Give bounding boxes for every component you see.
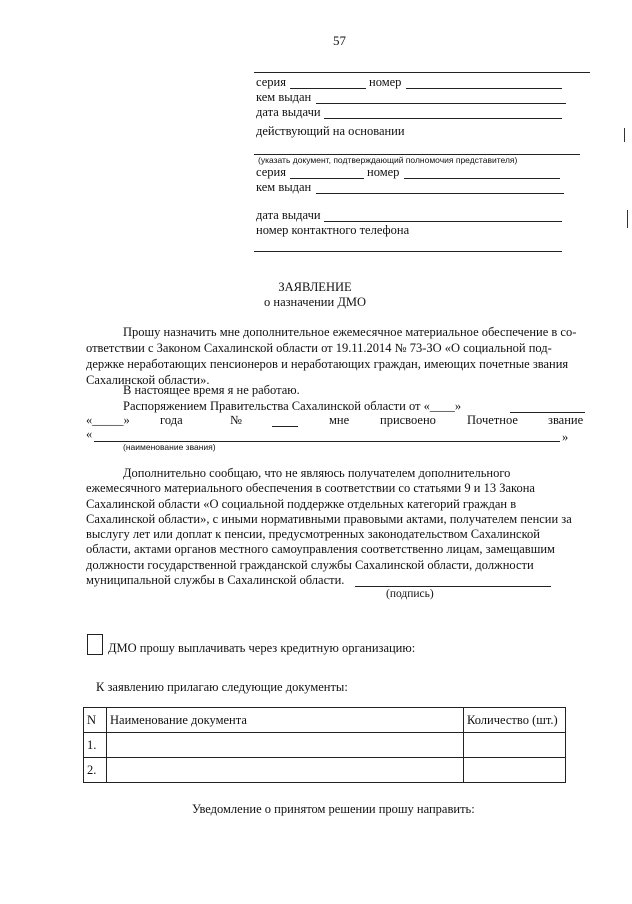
- table-header-row: [84, 708, 566, 733]
- payment-checkbox[interactable]: [87, 634, 103, 655]
- quantity-cell[interactable]: [464, 758, 566, 783]
- additional-line-7: должности государственной гражданской службы Сахалинской области, должности: [86, 557, 534, 572]
- attachments-intro: К заявлению прилагаю следующие документы:: [96, 680, 348, 694]
- additional-line-8: муниципальной службы в Сахалинской области.: [86, 573, 345, 588]
- additional-line-1: Дополнительно сообщаю, что не являюсь получателем дополнительного: [123, 466, 511, 480]
- row-number: 2.: [84, 758, 107, 783]
- quantity-cell[interactable]: [464, 733, 566, 758]
- row-number: 1.: [84, 733, 107, 758]
- document-title: ЗАЯВЛЕНИЕ: [278, 280, 352, 294]
- document-name-cell[interactable]: [107, 758, 464, 783]
- series-field-2[interactable]: [290, 178, 364, 179]
- decree-day-month: «_____»: [86, 413, 130, 427]
- quote-open: «: [86, 427, 93, 441]
- additional-paragraph: [86, 466, 585, 588]
- documents-table: [83, 707, 566, 783]
- issue-date-label-2: дата выдачи: [256, 208, 321, 222]
- decree-number-label: №: [230, 413, 242, 427]
- request-line-2: ответствии с Законом Сахалинской области от 19.11.2014 № 73-ЗО «О социальной под-: [86, 341, 552, 355]
- phone-label: номер контактного телефона: [256, 223, 410, 237]
- additional-line-3: Сахалинской области «О социальной поддержке отдельных категорий граждан в: [86, 496, 517, 511]
- request-line-4: Сахалинской области».: [86, 373, 210, 387]
- document-subtitle: о назначении ДМО: [264, 295, 366, 309]
- header-top-rule: [254, 72, 590, 73]
- issued-by-label-2: кем выдан: [256, 180, 312, 194]
- issue-date-field[interactable]: [324, 118, 562, 119]
- title-name-note: (наименование звания): [123, 442, 216, 452]
- series-field[interactable]: [290, 88, 366, 89]
- decree-number-field[interactable]: [272, 426, 298, 427]
- column-header-document: Наименование документа: [107, 708, 464, 733]
- scan-edge-mark-mid: [627, 210, 628, 228]
- series-label-2: серия: [256, 165, 286, 179]
- request-line-3: держке неработающих пенсионеров и неработающих граждан, имеющих почетные звания: [86, 357, 569, 371]
- request-paragraph: [86, 324, 585, 388]
- representative-note: (указать документ, подтверждающий полномочия представителя): [258, 155, 518, 165]
- scan-edge-mark-top: [624, 128, 625, 142]
- decree-title-label: звание: [548, 413, 584, 427]
- additional-line-5: выслугу лет или доплат к пенсии, предусмотренных законодательством Сахалинской: [86, 527, 540, 542]
- number-field-2[interactable]: [404, 178, 560, 179]
- request-line-1: Прошу назначить мне дополнительное ежемесячное материальное обеспечение в со-: [123, 325, 577, 339]
- issue-date-field-2[interactable]: [324, 221, 562, 222]
- issued-by-field[interactable]: [316, 103, 566, 104]
- decree-honorary-label: Почетное: [467, 413, 518, 427]
- issued-by-field-2[interactable]: [316, 193, 564, 194]
- signature-field[interactable]: [355, 586, 551, 587]
- number-field[interactable]: [406, 88, 562, 89]
- decree-year-label: года: [160, 413, 183, 427]
- quote-close: »: [562, 430, 569, 444]
- acting-basis-label: действующий на основании: [256, 124, 405, 138]
- number-label: номер: [369, 75, 402, 89]
- column-header-quantity: Количество (шт.): [464, 708, 566, 733]
- page-number: 57: [333, 33, 346, 48]
- issued-by-label: кем выдан: [256, 90, 312, 104]
- decree-line-1: Распоряжением Правительства Сахалинской области от «____»: [123, 399, 462, 413]
- number-label-2: номер: [367, 165, 400, 179]
- document-name-cell[interactable]: [107, 733, 464, 758]
- additional-line-4: Сахалинской области», с иными нормативными правовыми актами, получателем пенсии за: [86, 511, 572, 526]
- signature-note: (подпись): [386, 588, 434, 600]
- decree-awarded-label: присвоено: [380, 413, 436, 427]
- payment-option-label: ДМО прошу выплачивать через кредитную организацию:: [108, 641, 416, 655]
- column-header-n: N: [84, 708, 107, 733]
- notification-request: Уведомление о принятом решении прошу направить:: [192, 802, 475, 816]
- series-label: серия: [256, 75, 286, 89]
- issue-date-label: дата выдачи: [256, 105, 321, 119]
- additional-line-6: области, актами органов местного самоуправления соответственно лицам, замещавшим: [86, 542, 555, 557]
- not-working-statement: В настоящее время я не работаю.: [123, 383, 300, 397]
- decree-me-label: мне: [329, 413, 350, 427]
- phone-field[interactable]: [254, 251, 562, 252]
- additional-line-2: ежемесячного материального обеспечения в соответствии со статьями 9 и 13 Закона: [86, 481, 535, 496]
- table-row: [84, 758, 566, 783]
- table-row: [84, 733, 566, 758]
